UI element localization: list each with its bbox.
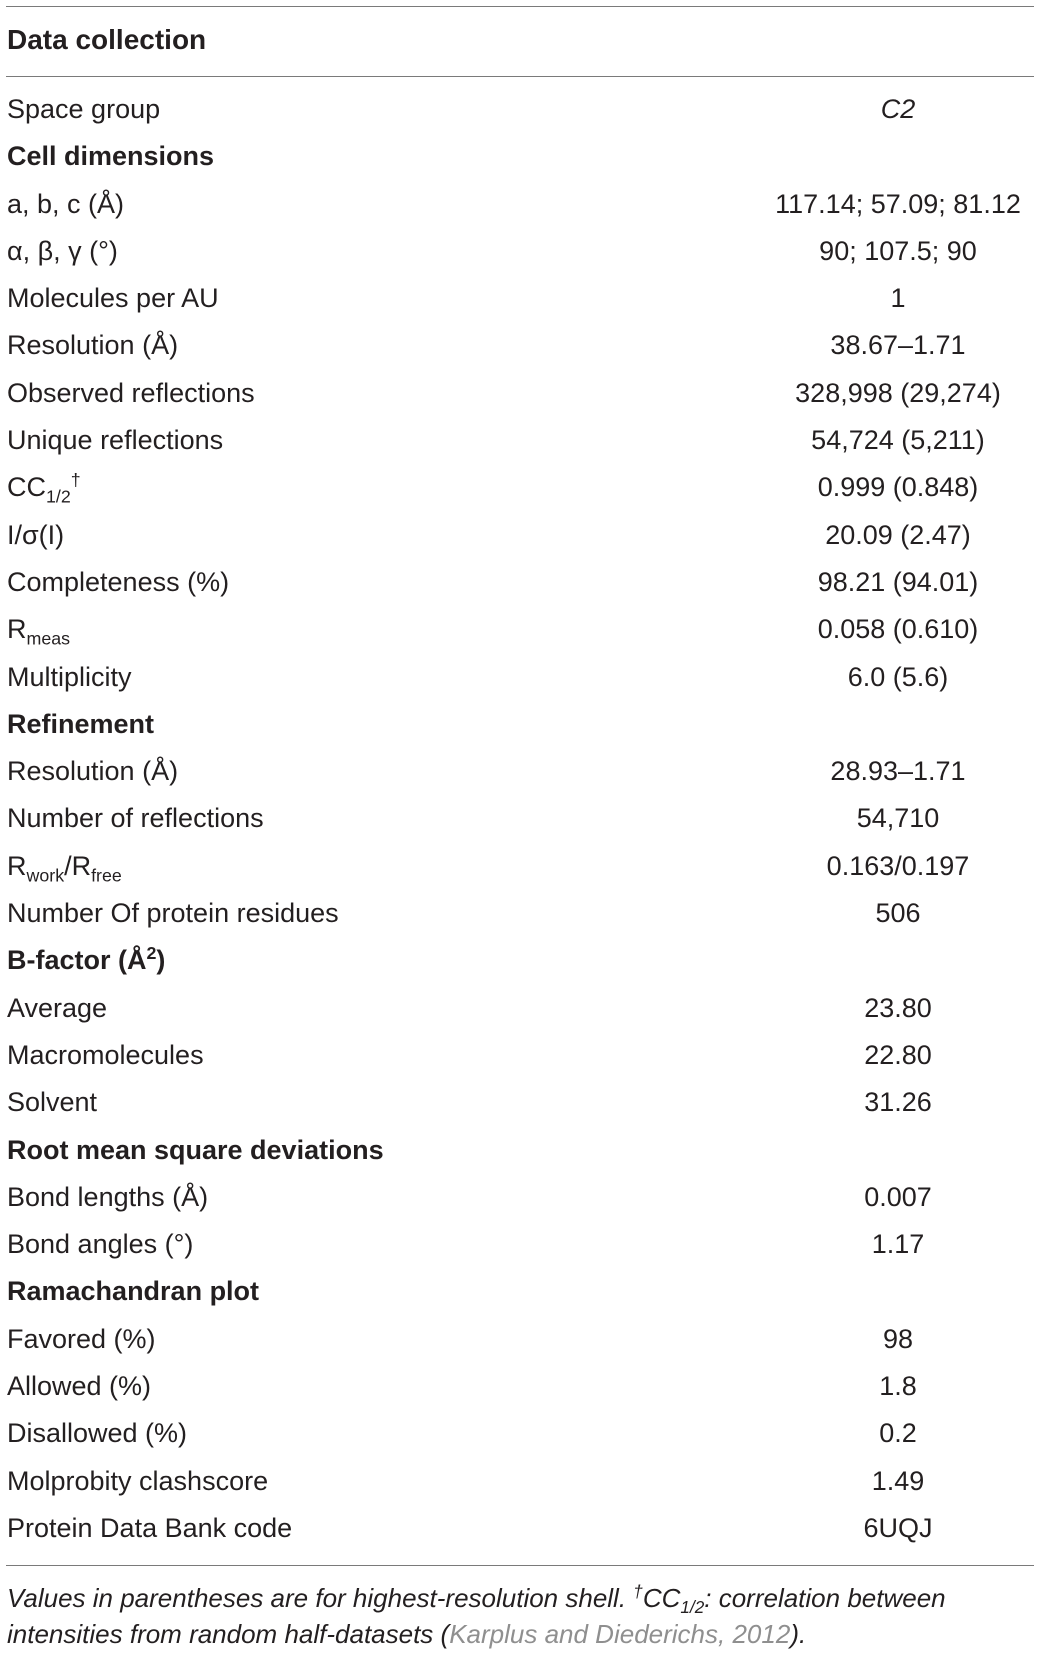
row-value: 6.0 (5.6)	[847, 661, 949, 692]
row-label: Disallowed (%)	[7, 1418, 188, 1449]
row-label: Bond lengths (Å)	[7, 1181, 209, 1212]
row-value: 1.17	[871, 1229, 925, 1260]
row-value: 54,724 (5,211)	[811, 425, 985, 456]
table-row-macromolecules	[0, 1034, 1040, 1081]
row-value: 90; 107.5; 90	[819, 235, 977, 266]
row-label: Bond angles (°)	[7, 1229, 194, 1260]
row-label: Allowed (%)	[7, 1371, 152, 1402]
header-rule	[6, 76, 1034, 77]
row-value: 98	[882, 1323, 914, 1354]
row-label: Favored (%)	[7, 1323, 156, 1354]
row-value: 0.2	[879, 1418, 917, 1449]
row-label: $R_{meas}$	[7, 614, 71, 649]
row-value: 28.93–1.71	[830, 756, 966, 787]
row-value: 328,998 (29,274)	[795, 377, 1001, 408]
table-row-space-group	[0, 88, 1040, 135]
table-row-clashscore	[0, 1460, 1040, 1507]
row-value: 0.007	[864, 1181, 932, 1212]
table-row-favored	[0, 1318, 1040, 1365]
section-label: Root mean square deviations	[7, 1134, 384, 1165]
table-row-cc-half	[0, 466, 1040, 513]
section-header-data-collection: Data collection	[7, 24, 207, 55]
row-label: Observed reflections	[7, 377, 255, 408]
section-label: B-factor $(Å^2)$	[7, 943, 166, 976]
table-row-rmeas	[0, 608, 1040, 655]
section-rmsd	[0, 1129, 1040, 1176]
section-cell-dimensions	[0, 135, 1040, 182]
citation-link[interactable]: Karplus and Diederichs, 2012	[449, 1619, 791, 1649]
table-row-rwork-rfree	[0, 845, 1040, 892]
row-label: $CC_{1/2}^\dagger$	[7, 470, 81, 507]
row-label: Solvent	[7, 1087, 98, 1118]
row-label: Number of reflections	[7, 803, 264, 834]
data-table	[0, 88, 1040, 1554]
table-row-resolution-dc	[0, 324, 1040, 371]
table-row-molecules-per-au	[0, 277, 1040, 324]
row-value: 1	[890, 283, 906, 314]
row-label: Molecules per AU	[7, 283, 219, 314]
table-row-solvent	[0, 1081, 1040, 1128]
top-rule	[6, 6, 1034, 7]
table-row-observed-reflections	[0, 372, 1040, 419]
row-value: 6UQJ	[863, 1512, 933, 1543]
row-label: Macromolecules	[7, 1039, 204, 1070]
row-label: α, β, γ (°)	[7, 235, 118, 266]
row-label: $R_{work}/R_{free}$	[7, 850, 122, 886]
table-row-angles	[0, 230, 1040, 277]
row-value: 506	[875, 898, 921, 929]
table-row-bond-angles	[0, 1223, 1040, 1270]
table-footnote: Values in parentheses are for highest-resolution shell. $^\dagger CC_{1/2}$: correlation between intensities from random half-datasets (Karplus and Diederichs, 2012).	[7, 1581, 946, 1649]
row-label: a, b, c (Å)	[7, 188, 125, 219]
section-ramachandran	[0, 1270, 1040, 1317]
row-value: 1.49	[871, 1465, 925, 1496]
section-label: Refinement	[7, 708, 155, 739]
row-value: C2	[880, 94, 916, 124]
table-row-pdb-code	[0, 1507, 1040, 1554]
table-row-resolution-ref	[0, 750, 1040, 797]
row-label: Completeness (%)	[7, 566, 230, 597]
row-value: 0.999 (0.848)	[817, 472, 979, 503]
row-label: Average	[7, 992, 108, 1023]
section-refinement	[0, 703, 1040, 750]
table-row-num-reflections	[0, 797, 1040, 844]
table-row-abc	[0, 183, 1040, 230]
row-value: 98.21 (94.01)	[817, 566, 979, 597]
table-row-disallowed	[0, 1412, 1040, 1459]
row-value: 20.09 (2.47)	[825, 519, 971, 550]
section-label: Ramachandran plot	[7, 1276, 260, 1307]
row-label: Molprobity clashscore	[7, 1465, 269, 1496]
table-row-protein-residues	[0, 892, 1040, 939]
row-value: 0.058 (0.610)	[817, 614, 979, 645]
table-row-average	[0, 987, 1040, 1034]
row-value: 1.8	[879, 1371, 917, 1402]
row-label: Protein Data Bank code	[7, 1512, 293, 1543]
section-label: Cell dimensions	[7, 141, 215, 172]
row-label: Number Of protein residues	[7, 898, 339, 929]
row-value: 117.14; 57.09; 81.12	[775, 188, 1021, 219]
section-bfactor	[0, 939, 1040, 986]
row-label: Resolution (Å)	[7, 330, 179, 361]
row-label: I/σ(I)	[7, 519, 65, 550]
row-label: Unique reflections	[7, 425, 224, 456]
table-row-i-sigma	[0, 514, 1040, 561]
bottom-rule	[6, 1565, 1034, 1566]
row-label: Space group	[7, 94, 161, 124]
row-value: 0.163/0.197	[826, 850, 970, 881]
table-row-unique-reflections	[0, 419, 1040, 466]
table-row-allowed	[0, 1365, 1040, 1412]
row-value: 23.80	[864, 992, 932, 1023]
row-value: 22.80	[864, 1039, 932, 1070]
row-value: 54,710	[856, 803, 940, 834]
table-row-completeness	[0, 561, 1040, 608]
row-value: 31.26	[864, 1087, 932, 1118]
row-label: Resolution (Å)	[7, 756, 179, 787]
row-label: Multiplicity	[7, 661, 132, 692]
table-row-bond-lengths	[0, 1176, 1040, 1223]
table-row-multiplicity	[0, 656, 1040, 703]
row-value: 38.67–1.71	[830, 330, 966, 361]
